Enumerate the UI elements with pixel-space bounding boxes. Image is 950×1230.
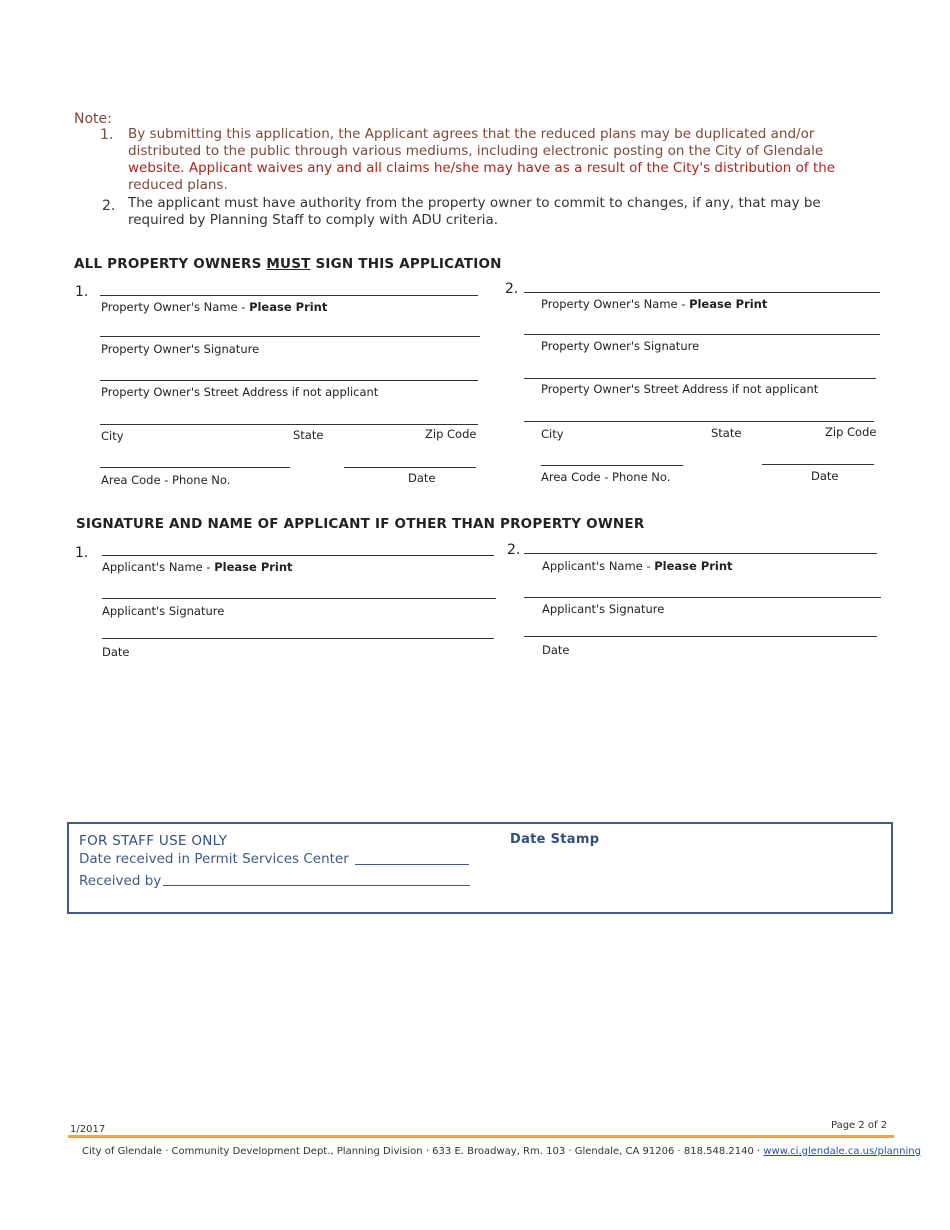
owner-1-name-field[interactable]	[100, 295, 478, 296]
owner-1-phone-field[interactable]	[100, 467, 290, 468]
applicant-2-date-label: Date	[542, 643, 570, 657]
applicant-2-name-label-bold: Please Print	[654, 559, 733, 573]
date-stamp-label: Date Stamp	[510, 832, 600, 847]
page-number: Page 2 of 2	[831, 1120, 888, 1131]
staff-use-box	[67, 822, 893, 914]
footer-address: City of Glendale · Community Development Dept., Planning Division · 633 E. Broadway, Rm. 103 · Glendale, CA 91206 · 818.548.2140 ·	[82, 1146, 764, 1157]
date-received-label: Date received in Permit Services Center	[79, 851, 349, 867]
owners-title-post: SIGN THIS APPLICATION	[310, 256, 502, 272]
applicant-1-signature-label: Applicant's Signature	[102, 604, 225, 618]
owners-section-title	[74, 256, 502, 272]
owner-1-zip-label: Zip Code	[425, 427, 477, 441]
owner-1-number: 1.	[75, 284, 89, 300]
applicant-2-signature-label: Applicant's Signature	[542, 602, 665, 616]
note-item-2-number: 2.	[102, 198, 116, 214]
applicant-2-name-label	[542, 559, 733, 573]
received-by-field[interactable]	[163, 885, 470, 886]
applicant-2-date-field[interactable]	[524, 636, 877, 637]
owner-2-city-label: City	[541, 427, 564, 441]
applicant-1-date-label: Date	[102, 645, 130, 659]
owner-1-date-label: Date	[408, 471, 436, 485]
owner-1-date-field[interactable]	[344, 467, 476, 468]
note-item-1-line-2: distributed to the public through various mediums, including electronic posting on the City of Glendale	[128, 143, 824, 159]
owner-2-date-field[interactable]	[762, 464, 874, 465]
planning-website-link[interactable]: www.ci.glendale.ca.us/planning	[763, 1146, 921, 1157]
note-item-2-line-1: The applicant must have authority from the property owner to commit to changes, if any, that may be	[128, 195, 821, 211]
applicant-2-name-label-text: Applicant's Name -	[542, 559, 655, 573]
applicant-1-name-label-bold: Please Print	[214, 560, 293, 574]
owner-2-signature-label: Property Owner's Signature	[541, 339, 700, 353]
owner-2-zip-label: Zip Code	[825, 425, 877, 439]
note-item-2	[128, 195, 868, 229]
received-by-label: Received by	[79, 873, 162, 889]
applicant-1-date-field[interactable]	[102, 638, 494, 639]
owner-2-name-field[interactable]	[524, 292, 880, 293]
owner-1-name-label	[101, 300, 327, 314]
note-item-1-line-1: By submitting this application, the Applicant agrees that the reduced plans may be duplicated and/or	[128, 126, 815, 142]
note-item-2-line-2: required by Planning Staff to comply with ADU criteria.	[128, 212, 499, 228]
applicant-1-number: 1.	[75, 545, 89, 561]
date-received-field[interactable]	[355, 864, 469, 865]
owner-1-name-label-bold: Please Print	[249, 300, 328, 314]
owners-title-pre: ALL PROPERTY OWNERS	[74, 256, 267, 272]
owner-2-name-label	[541, 297, 767, 311]
owner-1-signature-field[interactable]	[100, 336, 480, 337]
owner-1-signature-label: Property Owner's Signature	[101, 342, 260, 356]
revision-date: 1/2017	[70, 1124, 106, 1135]
applicant-1-name-label-text: Applicant's Name -	[102, 560, 215, 574]
footer-address-line	[82, 1146, 921, 1157]
owner-1-address-label: Property Owner's Street Address if not applicant	[101, 385, 379, 399]
applicant-1-name-label	[102, 560, 293, 574]
note-heading: Note:	[74, 111, 112, 127]
owner-2-phone-label: Area Code - Phone No.	[541, 470, 671, 484]
owner-2-address-field[interactable]	[524, 378, 876, 379]
applicant-2-name-field[interactable]	[524, 553, 877, 554]
owner-1-address-field[interactable]	[100, 380, 478, 381]
owner-2-number: 2.	[505, 281, 519, 297]
owner-1-name-label-text: Property Owner's Name -	[101, 300, 250, 314]
owner-1-phone-label: Area Code - Phone No.	[101, 473, 231, 487]
owner-2-signature-field[interactable]	[524, 334, 880, 335]
note-item-1-number: 1.	[100, 127, 114, 143]
applicant-2-signature-field[interactable]	[524, 597, 881, 598]
note-item-1	[128, 126, 868, 194]
owner-2-name-label-text: Property Owner's Name -	[541, 297, 690, 311]
applicant-1-name-field[interactable]	[102, 555, 494, 556]
applicant-1-signature-field[interactable]	[102, 598, 496, 599]
owner-1-city-state-zip-field[interactable]	[100, 424, 478, 425]
owner-2-phone-field[interactable]	[541, 465, 683, 466]
note-item-1-line-4: reduced plans.	[128, 177, 228, 193]
owner-2-state-label: State	[711, 426, 742, 440]
owner-2-address-label: Property Owner's Street Address if not applicant	[541, 382, 819, 396]
staff-use-heading: FOR STAFF USE ONLY	[79, 833, 228, 849]
owner-2-date-label: Date	[811, 469, 839, 483]
applicant-section-title: SIGNATURE AND NAME OF APPLICANT IF OTHER THAN PROPERTY OWNER	[76, 516, 645, 532]
owner-1-state-label: State	[293, 428, 324, 442]
owner-2-name-label-bold: Please Print	[689, 297, 768, 311]
note-item-1-line-3: website. Applicant waives any and all claims he/she may have as a result of the City's distribution of the	[128, 160, 836, 176]
owner-2-city-state-zip-field[interactable]	[524, 421, 874, 422]
owner-1-city-label: City	[101, 429, 124, 443]
applicant-2-number: 2.	[507, 542, 521, 558]
owners-title-emphasis: MUST	[266, 256, 311, 272]
footer-divider	[68, 1135, 894, 1138]
